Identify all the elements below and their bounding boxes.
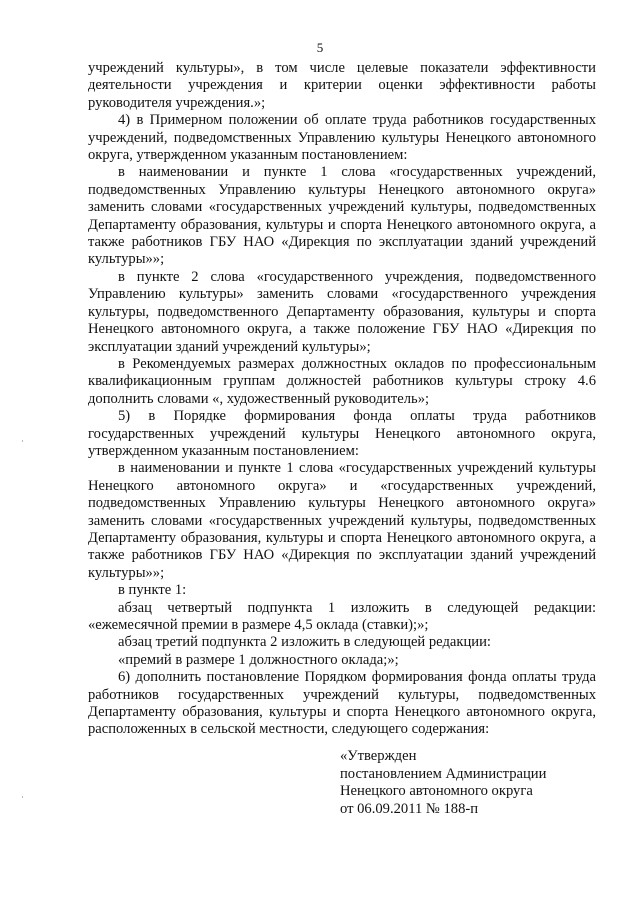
paragraph: в пункте 2 слова «государственного учреждения, подведомственного Управлению культуры» заменить словами «государственного учреждения культуры, подведомственного Департаменту образования, культуры и спорта Ненецкого автономного округа, а также положение ГБУ НАО «Дирекция по эксплуатации зданий учреждений культуры»; <box>88 268 596 355</box>
body-text <box>88 60 596 739</box>
paragraph: 4) в Примерном положении об оплате труда работников государственных учреждений, подведомственных Управлению культуры Ненецкого автономного округа, утвержденном указанным постановлением: <box>88 112 596 164</box>
paragraph: в наименовании и пункте 1 слова «государственных учреждений культуры Ненецкого автономного округа» и «государственных учреждений, подведомственных Управлению культуры Ненецкого автономного округа» заменить словами «государственных учреждений культуры, подведомственных Департаменту образования, культуры и спорта Ненецкого автономного округа, а также работников ГБУ НАО «Дирекция по эксплуатации зданий учреждений культуры»»; <box>88 460 596 581</box>
paragraph: в пункте 1: <box>118 582 187 599</box>
paragraph: 5) в Порядке формирования фонда оплаты труда работников государственных учреждений культуры Ненецкого автономного округа, утвержденном указанным постановлением: <box>88 408 596 459</box>
scan-mark <box>22 796 23 798</box>
page-number: 5 <box>316 40 324 55</box>
paragraph: 6) дополнить постановление Порядком формирования фонда оплаты труда работников государственных учреждений культуры, подведомственных Департаменту образования, культуры и спорта Ненецкого автономного округа, расположенных в сельской местности, следующего содержания: <box>88 669 596 738</box>
approval-line: Ненецкого автономного округа <box>340 783 533 800</box>
paragraph: «премий в размере 1 должностного оклада;»; <box>118 651 399 668</box>
paragraph: абзац третий подпункта 2 изложить в следующей редакции: <box>118 634 491 651</box>
approval-line: «Утвержден <box>340 748 417 764</box>
approval-stamp-text <box>340 748 600 818</box>
approval-line: от 06.09.2011 № 188-п <box>340 800 479 817</box>
scan-mark <box>22 440 23 442</box>
paragraph: в наименовании и пункте 1 слова «государственных учреждений, подведомственных Управлению культуры Ненецкого автономного округа» заменить словами «государственных учреждений культуры, подведомственных Департаменту образования, культуры и спорта Ненецкого автономного округа, а также работников ГБУ НАО «Дирекция по эксплуатации зданий учреждений культуры»»; <box>88 164 596 268</box>
paragraph: в Рекомендуемых размерах должностных окладов по профессиональным квалификационным группам должностей работников культуры строку 4.6 дополнить словами «, художественный руководитель»; <box>88 355 596 407</box>
approval-line: постановлением Администрации <box>340 765 547 782</box>
paragraph: учреждений культуры», в том числе целевые показатели эффективности деятельности учреждения и критерии оценки эффективности работы руководителя учреждения.»; <box>88 60 596 111</box>
paragraph: абзац четвертый подпункта 1 изложить в следующей редакции: «ежемесячной премии в размере 4,5 оклада (ставки);»; <box>88 599 596 633</box>
